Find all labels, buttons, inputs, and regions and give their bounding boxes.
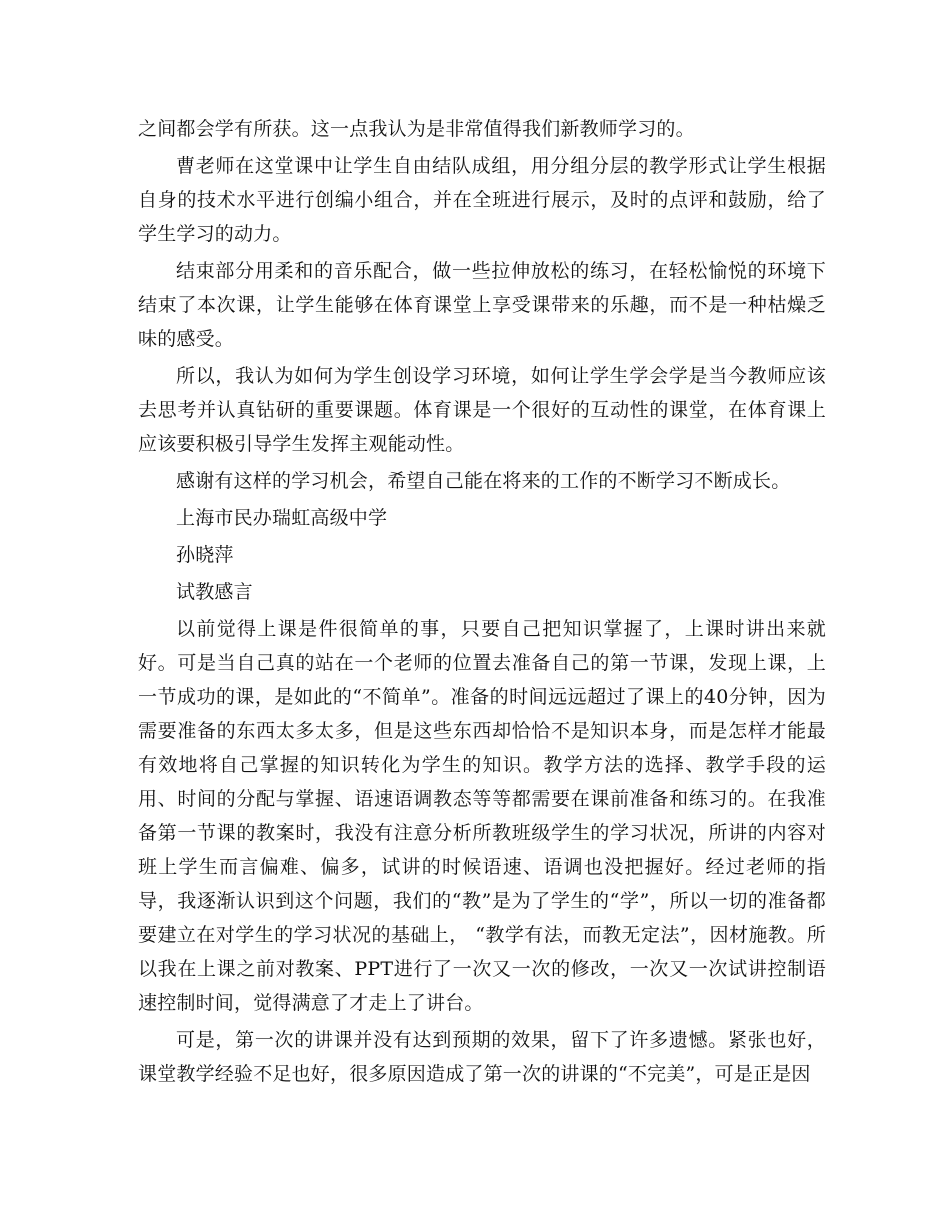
section-title: 试教感言 <box>176 581 253 603</box>
paragraph-teacher-cao-groups: 曹老师在这堂课中让学生自由结队成组，用分组分层的教学形式让学生根据自身的技术水平进行创编小组合，并在全班进行展示，及时的点评和鼓励，给了学生学习的动力。 <box>138 155 826 245</box>
paragraph-thanks: 感谢有这样的学习机会，希望自己能在将来的工作的不断学习不断成长。 <box>176 470 791 492</box>
paragraph-continuation: 之间都会学有所获。这一点我认为是非常值得我们新教师学习的。 <box>138 118 695 140</box>
paragraph-conclusion: 所以，我认为如何为学生创设学习环境，如何让学生学会学是当今教师应该去思考并认真钻研的重要课题。体育课是一个很好的互动性的课堂，在体育课上应该要积极引导学生发挥主观能动性。 <box>138 365 826 455</box>
school-name: 上海市民办瑞虹高级中学 <box>176 507 388 529</box>
document-body <box>138 112 826 1094</box>
paragraph-first-lesson: 以前觉得上课是件很简单的事，只要自己把知识掌握了，上课时讲出来就好。可是当自己真的站在一个老师的位置去准备自己的第一节课，发现上课，上一节成功的课，是如此的“不简单”。准备的时间远远超过了课上的40分钟，因为需要准备的东西太多太多，但是这些东西却恰恰不是知识本身，而是怎样才能最有效地将自己掌握的知识转化为学生的知识。教学方法的选择、教学手段的运用、时间的分配与掌握、语速语调教态等等都需要在课前准备和练习的。在我准备第一节课的教案时，我没有注意分析所教班级学生的学习状况，所讲的内容对班上学生而言偏难、偏多，试讲的时候语速、语调也没把握好。经过老师的指导，我逐渐认识到这个问题，我们的“教”是为了学生的“学”，所以一切的准备都要建立在对学生的学习状况的基础上， “教学有法，而教无定法”，因材施教。所以我在上课之前对教案、PPT进行了一次又一次的修改，一次又一次试讲控制语速控制时间，觉得满意了才走上了讲台。 <box>138 618 826 1014</box>
author-name: 孙晓萍 <box>176 544 234 566</box>
paragraph-ending-music: 结束部分用柔和的音乐配合，做一些拉伸放松的练习，在轻松愉悦的环境下结束了本次课，让学生能够在体育课堂上享受课带来的乐趣，而不是一种枯燥乏味的感受。 <box>138 260 826 350</box>
paragraph-first-lecture: 可是，第一次的讲课并没有达到预期的效果，留下了许多遗憾。紧张也好，课堂教学经验不足也好，很多原因造成了第一次的讲课的“不完美”，可是正是因 <box>138 1029 826 1085</box>
